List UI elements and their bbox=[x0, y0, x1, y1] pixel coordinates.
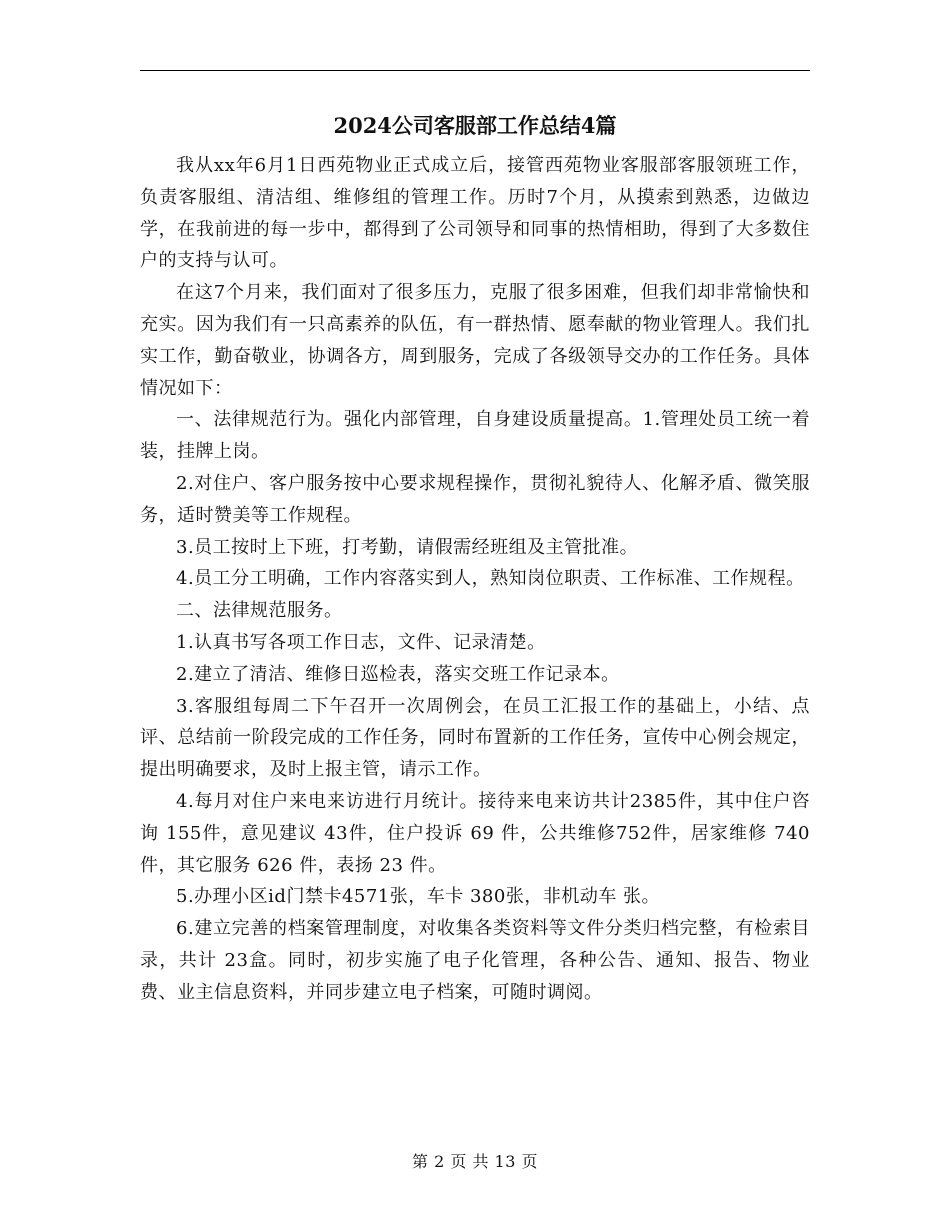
paragraph-item: 2.对住户、客户服务按中心要求规程操作，贯彻礼貌待人、化解矛盾、微笑服务，适时赞美等工作规程。 bbox=[140, 472, 810, 526]
paragraph-item: 5.办理小区id门禁卡4571张，车卡 380张，非机动车 张。 bbox=[176, 886, 661, 908]
paragraph-item: 3.客服组每周二下午召开一次周例会，在员工汇报工作的基础上，小结、点评、总结前一阶段完成的工作任务，同时布置新的工作任务，宣传中心例会规定，提出明确要求，及时上报主管，请示工作。 bbox=[140, 695, 810, 781]
document-body bbox=[140, 150, 810, 1009]
paragraph-item: 3.员工按时上下班，打考勤，请假需经班组及主管批准。 bbox=[176, 536, 639, 558]
page-number: 第 2 页 共 13 页 bbox=[412, 1152, 538, 1171]
paragraph-intro: 我从xx年6月1日西苑物业正式成立后，接管西苑物业客服部客服领班工作，负责客服组、清洁组、维修组的管理工作。历时7个月，从摸索到熟悉，边做边学，在我前进的每一步中，都得到了公司领导和同事的热情相助，得到了大多数住户的支持与认可。 bbox=[140, 155, 810, 272]
paragraph-item: 4.员工分工明确，工作内容落实到人，熟知岗位职责、工作标准、工作规程。 bbox=[176, 568, 805, 590]
paragraph-item: 2.建立了清洁、维修日巡检表，落实交班工作记录本。 bbox=[176, 663, 620, 685]
paragraph-section-1: 一、法律规范行为。强化内部管理，自身建设质量提高。1.管理处员工统一着装，挂牌上岗。 bbox=[140, 409, 810, 463]
header-rule bbox=[140, 70, 810, 71]
paragraph-item: 4.每月对住户来电来访进行月统计。接待来电来访共计2385件，其中住户咨询 155件，意见建议 43件，住户投诉 69 件，公共维修752件，居家维修 740件，其它服务 626 件，表扬 23 件。 bbox=[140, 790, 810, 876]
paragraph-item: 6.建立完善的档案管理制度，对收集各类资料等文件分类归档完整，有检索目录，共计 23盒。同时，初步实施了电子化管理，各种公告、通知、报告、物业费、业主信息资料，并同步建立电子档案，可随时调阅。 bbox=[140, 918, 810, 1003]
paragraph-item: 1.认真书写各项工作日志，文件、记录清楚。 bbox=[176, 631, 546, 653]
paragraph-overview: 在这7个月来，我们面对了很多压力，克服了很多困难，但我们却非常愉快和充实。因为我们有一只高素养的队伍，有一群热情、愿奉献的物业管理人。我们扎实工作，勤奋敬业，协调各方，周到服务，完成了各级领导交办的工作任务。具体情况如下： bbox=[140, 282, 810, 399]
document-title: 2024公司客服部工作总结4篇 bbox=[333, 113, 617, 138]
paragraph-section-2: 二、法律规范服务。 bbox=[176, 600, 343, 622]
